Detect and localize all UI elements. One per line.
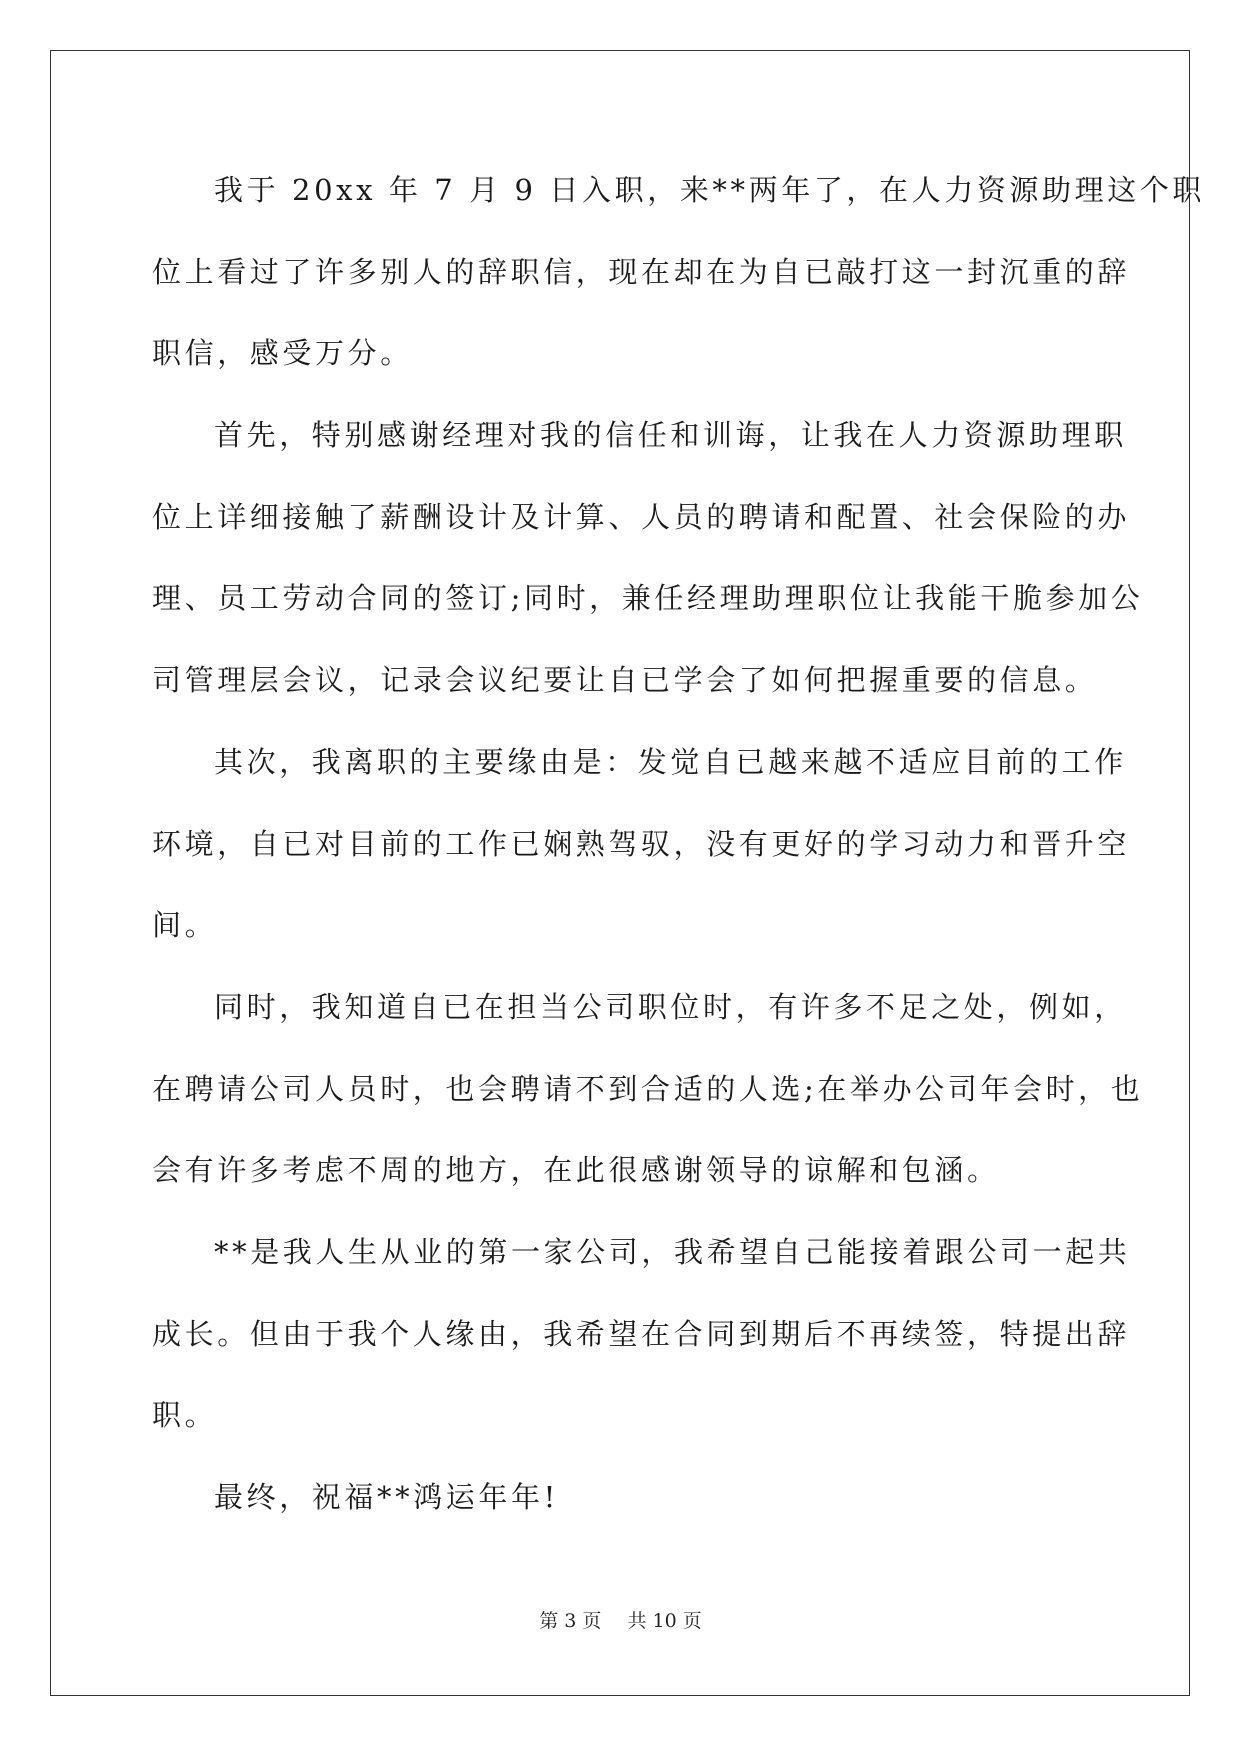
paragraph-3-line-3: 间。 (152, 908, 218, 942)
paragraph-1-line-3: 职信，感受万分。 (152, 336, 413, 370)
paragraph-2-line-2: 位上详细接触了薪酬设计及计算、人员的聘请和配置、社会保险的办 (152, 500, 1131, 534)
page-total: 共 10 页 (627, 1610, 702, 1632)
paragraph-3-line-2: 环境，自已对目前的工作已娴熟驾驭，没有更好的学习动力和晋升空 (152, 827, 1131, 861)
page-border (50, 50, 1190, 1696)
paragraph-1-line-2: 位上看过了许多别人的辞职信，现在却在为自已敲打这一封沉重的辞 (152, 255, 1131, 289)
paragraph-4-line-1: 同时，我知道自已在担当公司职位时，有许多不足之处，例如， (214, 990, 1127, 1024)
paragraph-5-line-2: 成长。但由于我个人缘由，我希望在合同到期后不再续签，特提出辞 (152, 1317, 1131, 1351)
paragraph-3-line-1: 其次，我离职的主要缘由是：发觉自已越来越不适应目前的工作 (214, 745, 1127, 779)
closing-line: 最终，祝福**鸿运年年! (214, 1480, 559, 1514)
paragraph-2-line-1: 首先，特别感谢经理对我的信任和训诲，让我在人力资源助理职 (214, 418, 1127, 452)
paragraph-1-line-1: 我于 20xx 年 7 月 9 日入职，来**两年了，在人力资源助理这个职 (214, 173, 1206, 207)
paragraph-2-line-4: 司管理层会议，记录会议纪要让自已学会了如何把握重要的信息。 (152, 663, 1098, 697)
paragraph-5-line-1: **是我人生从业的第一家公司，我希望自己能接着跟公司一起共 (214, 1235, 1131, 1269)
paragraph-4-line-3: 会有许多考虑不周的地方，在此很感谢领导的谅解和包涵。 (152, 1153, 1000, 1187)
paragraph-5-line-3: 职。 (152, 1398, 218, 1432)
paragraph-4-line-2: 在聘请公司人员时，也会聘请不到合适的人选;在举办公司年会时，也 (152, 1072, 1144, 1106)
paragraph-2-line-3: 理、员工劳动合同的签订;同时，兼任经理助理职位让我能干脆参加公 (152, 581, 1144, 615)
page-number: 第 3 页 (539, 1610, 602, 1632)
page-footer (0, 1608, 1241, 1634)
